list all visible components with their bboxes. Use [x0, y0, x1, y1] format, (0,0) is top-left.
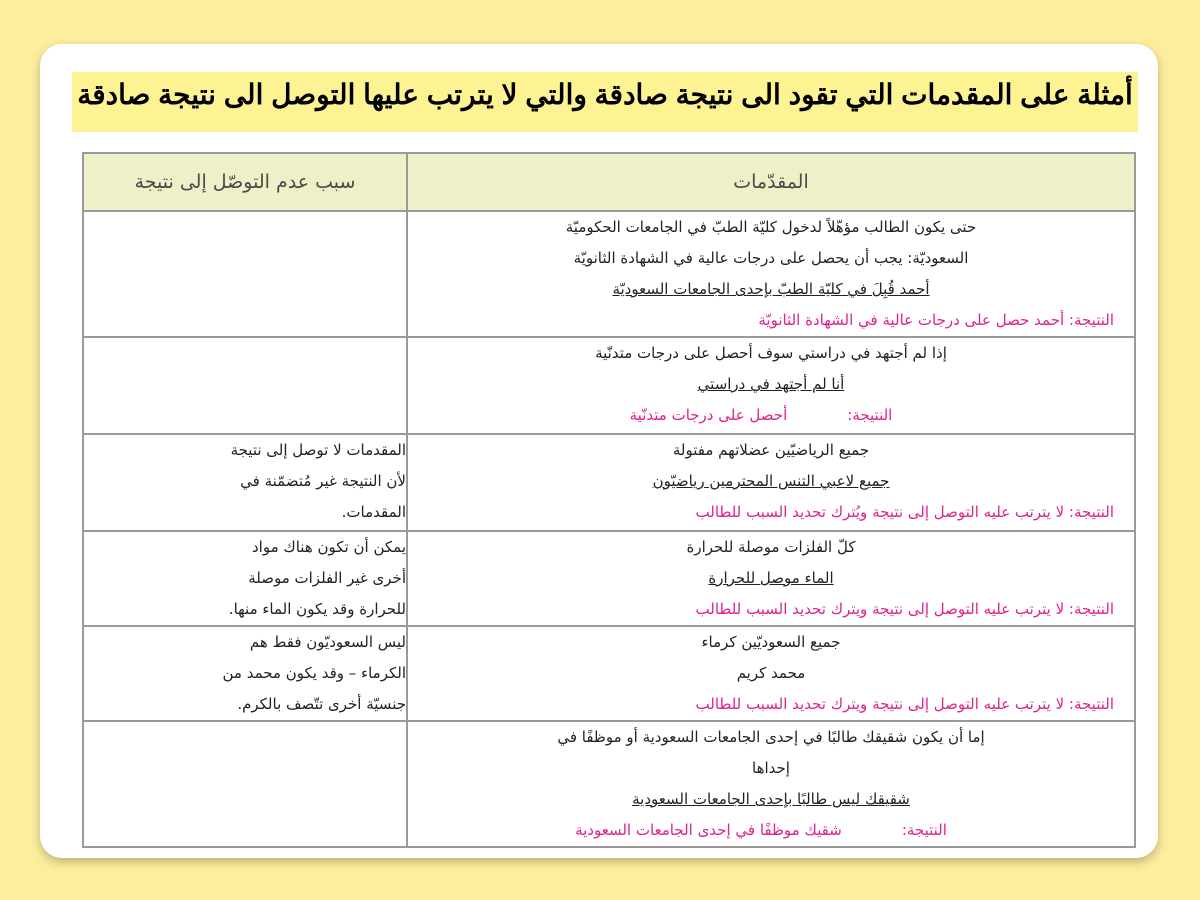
- premises-table: [82, 152, 1136, 848]
- reason-line: يمكن أن تكون هناك مواد: [251, 538, 406, 556]
- table-header-row: [83, 153, 1135, 211]
- reason-line: الكرماء – وقد يكون محمد من: [222, 664, 406, 682]
- premise-line: جميع السعوديّين كرماء: [701, 633, 841, 651]
- reason-line: المقدمات.: [341, 503, 406, 521]
- premises-cell: [407, 531, 1135, 626]
- header-premises: المقدّمات: [407, 153, 1135, 211]
- reason-cell: [83, 531, 407, 626]
- premise-line: جميع لاعبي التنس المحترمين رياضيّون: [652, 472, 890, 490]
- result-line: النتيجة: لا يترتب عليه التوصل إلى نتيجة ويترك تحديد السبب للطالب: [695, 695, 1114, 713]
- premises-cell: [407, 626, 1135, 721]
- premises-cell: [407, 434, 1135, 531]
- table-row: [83, 434, 1135, 531]
- result-line: [408, 400, 1134, 431]
- premises-cell: [407, 337, 1135, 434]
- result-line: النتيجة: لا يترتب عليه التوصل إلى نتيجة ويترك تحديد السبب للطالب: [695, 600, 1114, 618]
- result-label: النتيجة:: [847, 406, 893, 424]
- premise-line: كلّ الفلزات موصلة للحرارة: [686, 538, 856, 556]
- reason-line: المقدمات لا توصل إلى نتيجة: [230, 441, 406, 459]
- result-label: النتيجة:: [901, 821, 947, 839]
- premise-line: حتى يكون الطالب مؤهّلاً لدخول كليّة الطبّ في الجامعات الحكوميّة: [565, 218, 977, 236]
- result-value: شقيك موظفًا في إحدى الجامعات السعودية: [575, 821, 842, 839]
- premise-line: السعوديّة: يجب أن يحصل على درجات عالية في الشهادة الثانويّة: [573, 249, 969, 267]
- reason-line: جنسيّة أخرى تتّصف بالكرم.: [237, 695, 406, 713]
- reason-line: لأن النتيجة غير مُتضمّنة في: [240, 472, 406, 490]
- table-row: [83, 626, 1135, 721]
- premise-line: أحمد قُبِلَ في كليّة الطبّ بإحدى الجامعات السعوديّة: [612, 280, 930, 298]
- table-row: [83, 721, 1135, 847]
- premise-line: شقيقك ليس طالبًا بإحدى الجامعات السعودية: [632, 790, 910, 808]
- premise-line: الماء موصل للحرارة: [708, 569, 834, 587]
- premise-line: أنا لم أجتهد في دراستي: [697, 375, 845, 393]
- reason-cell: [83, 626, 407, 721]
- result-line: [408, 815, 1134, 846]
- table-row: [83, 211, 1135, 337]
- header-reason: سبب عدم التوصّل إلى نتيجة: [83, 153, 407, 211]
- premise-line: إحداها: [752, 759, 790, 777]
- page-title: أمثلة على المقدمات التي تقود الى نتيجة صادقة والتي لا يترتب عليها التوصل الى نتيجة صادقة: [77, 79, 1133, 110]
- result-value: أحصل على درجات متدنّية: [629, 406, 788, 424]
- premise-line: جميع الرياضيّين عضلاتهم مفتولة: [672, 441, 870, 459]
- table-row: [83, 337, 1135, 434]
- result-line: النتيجة: أحمد حصل على درجات عالية في الشهادة الثانويّة: [758, 311, 1114, 329]
- premise-line: إذا لم أجتهد في دراستي سوف أحصل على درجات متدنّية: [595, 344, 947, 362]
- reason-line: للحرارة وقد يكون الماء منها.: [228, 600, 406, 618]
- reason-cell: [83, 721, 407, 847]
- reason-line: أخرى غير الفلزات موصلة: [248, 569, 406, 587]
- reason-cell: [83, 337, 407, 434]
- premises-cell: [407, 721, 1135, 847]
- result-line: النتيجة: لا يترتب عليه التوصل إلى نتيجة ويُترك تحديد السبب للطالب: [695, 503, 1114, 521]
- reason-line: ليس السعوديّون فقط هم: [249, 633, 406, 651]
- reason-cell: [83, 434, 407, 531]
- table-row: [83, 531, 1135, 626]
- premises-cell: [407, 211, 1135, 337]
- reason-cell: [83, 211, 407, 337]
- premise-line: محمد كريم: [736, 664, 806, 682]
- premise-line: إما أن يكون شقيقك طالبًا في إحدى الجامعات السعودية أو موظفًا في: [557, 728, 985, 746]
